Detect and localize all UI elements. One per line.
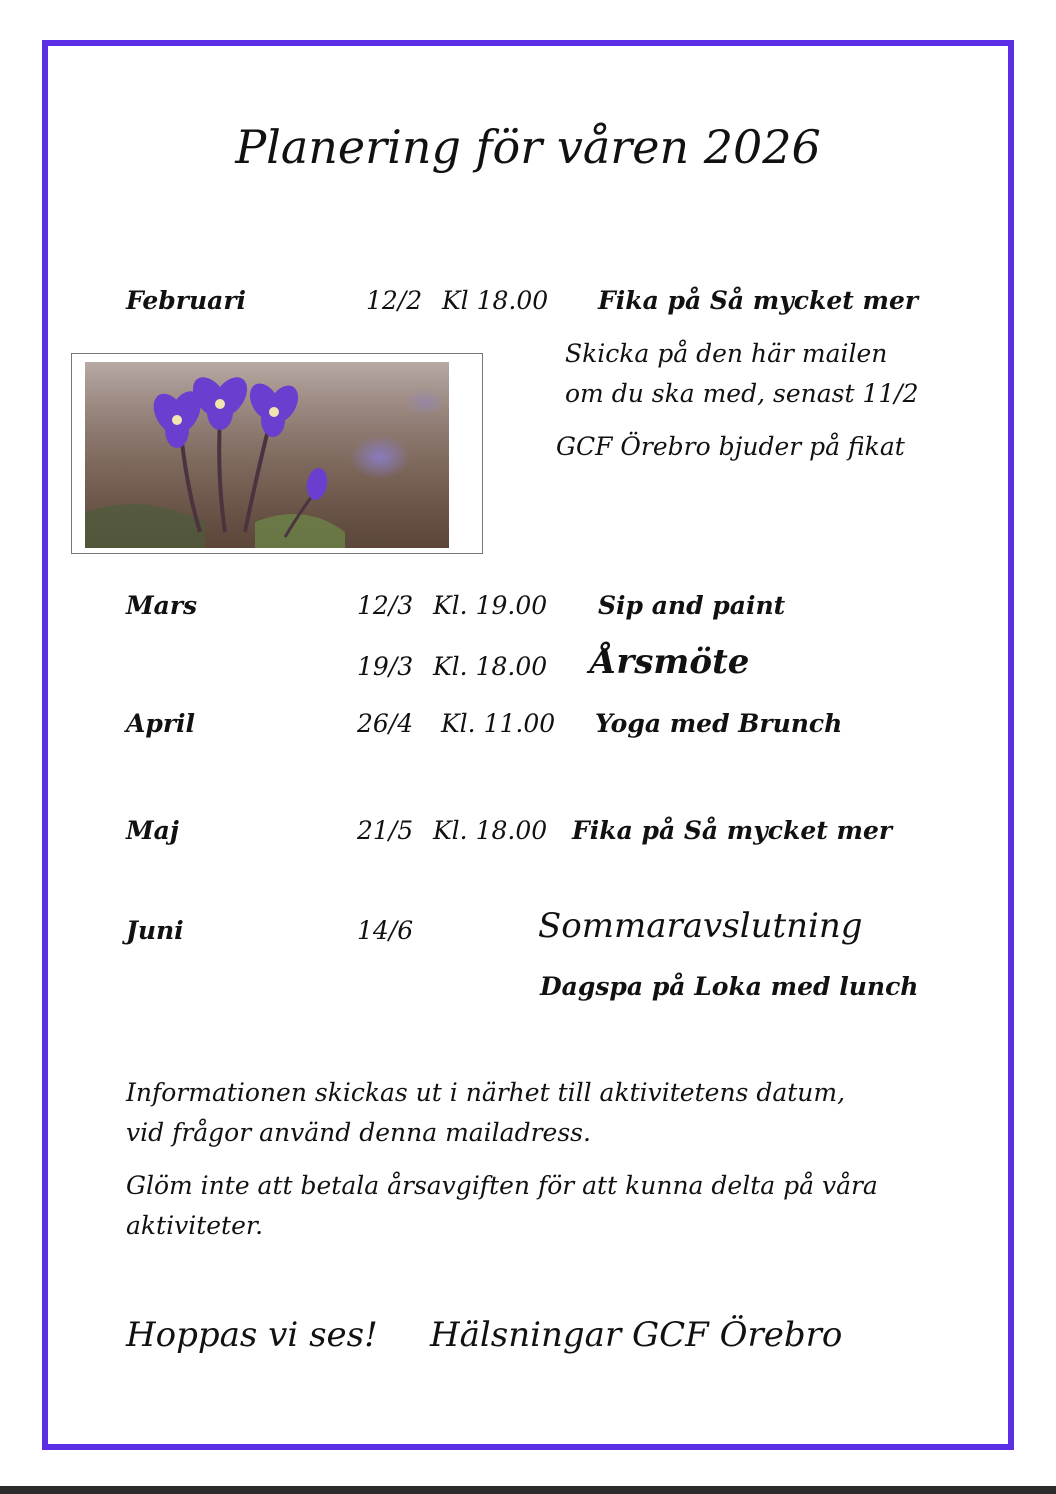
jun-note: Dagspa på Loka med lunch (540, 972, 919, 1001)
activity-jun: Sommaravslutning (538, 906, 863, 946)
date-mar-1: 12/3 (357, 591, 414, 620)
info-line-1: Informationen skickas ut i närhet till aktivitetens datum, (126, 1078, 846, 1107)
page-title: Planering för våren 2026 (235, 120, 821, 174)
feb-note-1: Skicka på den här mailen (565, 339, 888, 368)
time-apr: Kl. 11.00 (441, 709, 556, 738)
flower-illustration (85, 362, 449, 548)
feb-note-2: om du ska med, senast 11/2 (565, 379, 919, 408)
date-feb: 12/2 (366, 286, 423, 315)
info-line-2: vid frågor använd denna mailadress. (126, 1118, 591, 1147)
info-line-3: Glöm inte att betala årsavgiften för att kunna delta på våra (126, 1171, 878, 1200)
time-maj: Kl. 18.00 (433, 816, 548, 845)
flower-photo (85, 362, 449, 548)
date-jun: 14/6 (357, 916, 414, 945)
feb-note-3: GCF Örebro bjuder på fikat (556, 432, 905, 461)
time-mar-2: Kl. 18.00 (433, 652, 548, 681)
activity-maj: Fika på Så mycket mer (572, 816, 893, 845)
signoff-greeting: Hälsningar GCF Örebro (430, 1315, 843, 1355)
info-line-4: aktiviteter. (126, 1211, 264, 1240)
activity-mar-1: Sip and paint (598, 591, 786, 620)
month-februari: Februari (126, 286, 246, 315)
month-juni: Juni (126, 916, 184, 945)
activity-mar-2: Årsmöte (590, 642, 750, 682)
activity-apr: Yoga med Brunch (595, 709, 843, 738)
date-apr: 26/4 (357, 709, 414, 738)
time-mar-1: Kl. 19.00 (433, 591, 548, 620)
month-april: April (126, 709, 196, 738)
time-feb: Kl 18.00 (442, 286, 549, 315)
date-maj: 21/5 (357, 816, 414, 845)
activity-feb: Fika på Så mycket mer (598, 286, 919, 315)
window-bottom-edge (0, 1486, 1056, 1494)
month-maj: Maj (126, 816, 179, 845)
month-mars: Mars (126, 591, 198, 620)
date-mar-2: 19/3 (357, 652, 414, 681)
signoff-hope: Hoppas vi ses! (126, 1315, 378, 1355)
